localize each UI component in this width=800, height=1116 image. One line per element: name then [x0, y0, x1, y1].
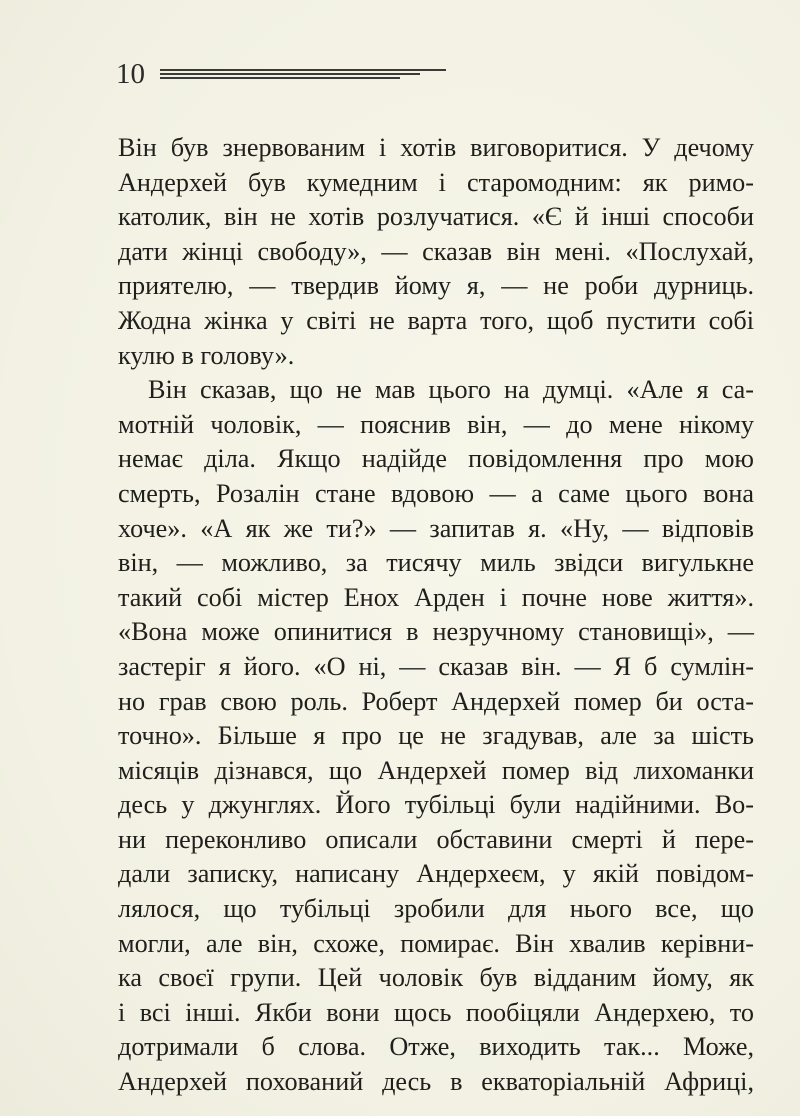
text-line: і всі інші. Якби вони щось пообіцяли Андерхею, то	[118, 997, 754, 1027]
text-line: застеріг я його. «О ні, — сказав він. — Я б сумлін-	[118, 651, 754, 681]
header-rule	[160, 69, 446, 71]
page-number: 10	[116, 58, 145, 90]
text-line: дали записку, написану Андерхеєм, у якій повідом-	[118, 859, 754, 889]
body-text	[118, 131, 754, 1100]
text-line: такий собі містер Енох Арден і почне нове життя».	[118, 582, 754, 612]
text-line: точно». Більше я про це не згадував, але за шість	[118, 721, 754, 751]
text-line: «Вона може опинитися в незручному становищі», —	[118, 617, 754, 647]
header-rule	[160, 77, 400, 79]
text-line: лялося, що тубільці зробили для нього все, що	[118, 894, 754, 924]
text-line: ка своєї групи. Цей чоловік був відданим йому, як	[118, 963, 754, 993]
text-line: Андерхей був кумедним і старомодним: як римо-	[118, 167, 754, 197]
text-line: немає діла. Якщо надійде повідомлення про мою	[118, 444, 754, 474]
header-rule	[160, 73, 420, 75]
text-line: католик, він не хотів розлучатися. «Є й інші способи	[118, 202, 754, 232]
text-line: приятелю, — твердив йому я, — не роби дурниць.	[118, 271, 754, 301]
text-line: дати жінці свободу», — сказав він мені. «Послухай,	[118, 236, 754, 266]
text-line: Андерхей похований десь в екваторіальній Африці,	[118, 1067, 754, 1097]
page-header	[116, 56, 456, 96]
text-line: Він сказав, що не мав цього на думці. «Але я са-	[148, 375, 754, 405]
text-line: місяців дізнався, що Андерхей помер від лихоманки	[118, 755, 754, 785]
text-line: дотримали б слова. Отже, виходить так... Може,	[118, 1032, 754, 1062]
text-line: мотній чоловік, — пояснив він, — до мене нікому	[118, 409, 754, 439]
text-line: Він був знервованим і хотів виговоритися. У дечому	[118, 133, 754, 162]
text-line: Жодна жінка у світі не варта того, щоб пустити собі	[118, 305, 754, 335]
text-line: но грав свою роль. Роберт Андерхей помер би оста-	[118, 686, 754, 716]
text-line: він, — можливо, за тисячу миль звідси вигулькне	[118, 548, 754, 578]
text-line: десь у джунглях. Його тубільці були надійними. Во-	[118, 790, 754, 820]
text-line: ни переконливо описали обставини смерті й пере-	[118, 824, 754, 854]
text-line: смерть, Розалін стане вдовою — а саме цього вона	[118, 478, 754, 508]
text-line: кулю в голову».	[118, 340, 295, 370]
text-line: могли, але він, схоже, помирає. Він хвалив керівни-	[118, 928, 754, 958]
text-line: хоче». «А як же ти?» — запитав я. «Ну, — відповів	[118, 513, 754, 543]
